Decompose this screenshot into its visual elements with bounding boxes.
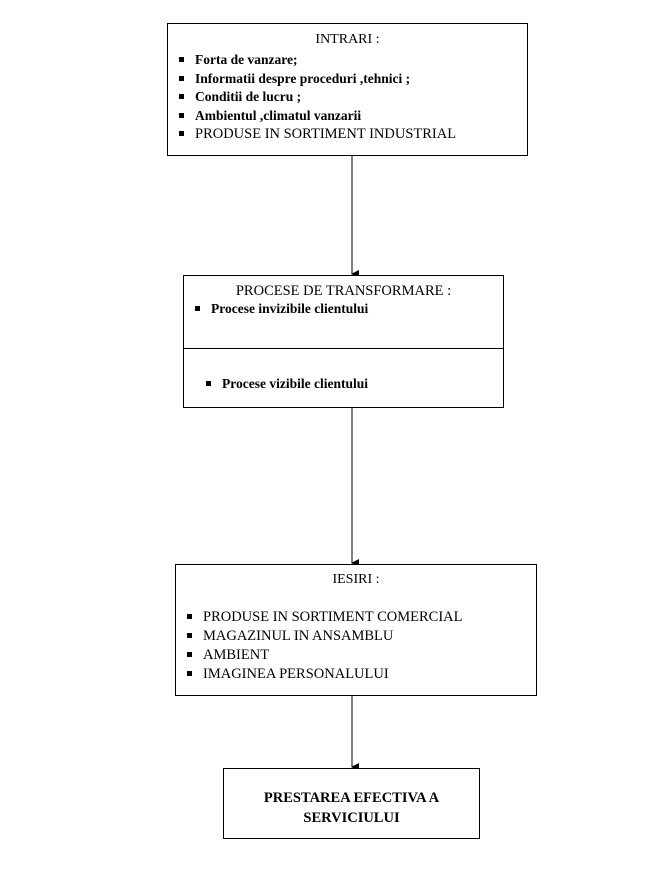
- bullet-square-icon: [179, 57, 184, 62]
- bullet-square-icon: [206, 381, 211, 386]
- iesiri-item: PRODUSE IN SORTIMENT COMERCIAL: [187, 608, 536, 627]
- procese-upper-list: [195, 300, 503, 319]
- iesiri-list: [187, 608, 536, 684]
- intrari-box: [167, 23, 528, 156]
- prestarea-box: [223, 768, 480, 839]
- iesiri-item: IMAGINEA PERSONALULUI: [187, 665, 536, 684]
- intrari-item: Conditii de lucru ;: [179, 88, 527, 107]
- intrari-title: INTRARI :: [315, 32, 380, 47]
- procese-divider: [184, 348, 503, 349]
- bullet-square-icon: [187, 614, 192, 619]
- intrari-item: Informatii despre proceduri ,tehnici ;: [179, 70, 527, 89]
- iesiri-title: IESIRI :: [332, 572, 380, 587]
- bullet-square-icon: [187, 652, 192, 657]
- intrari-item: PRODUSE IN SORTIMENT INDUSTRIAL: [179, 125, 527, 144]
- bullet-square-icon: [179, 113, 184, 118]
- iesiri-item: AMBIENT: [187, 646, 536, 665]
- bullet-square-icon: [179, 94, 184, 99]
- procese-lower-item: Procese vizibile clientului: [206, 375, 368, 394]
- intrari-item: Ambientul ,climatul vanzarii: [179, 107, 527, 126]
- iesiri-box: [175, 564, 537, 696]
- bullet-square-icon: [187, 671, 192, 676]
- bullet-square-icon: [187, 633, 192, 638]
- bullet-square-icon: [179, 76, 184, 81]
- procese-box: [183, 275, 504, 408]
- bullet-square-icon: [179, 131, 184, 136]
- intrari-item: Forta de vanzare;: [179, 51, 527, 70]
- procese-upper-item: Procese invizibile clientului: [195, 300, 503, 319]
- iesiri-item: MAGAZINUL IN ANSAMBLU: [187, 627, 536, 646]
- prestarea-text: PRESTAREA EFECTIVA A SERVICIULUI: [263, 789, 440, 826]
- procese-lower-list: [206, 375, 368, 394]
- intrari-list: [179, 51, 527, 144]
- procese-title: PROCESE DE TRANSFORMARE :: [235, 283, 452, 299]
- bullet-square-icon: [195, 306, 200, 311]
